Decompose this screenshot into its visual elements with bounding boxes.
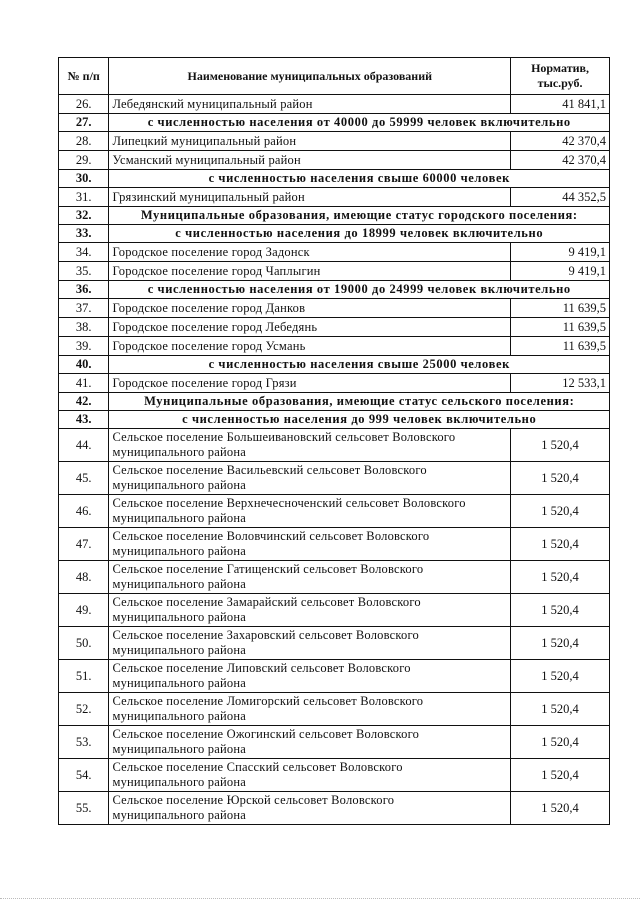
row-value: 1 520,4 bbox=[511, 462, 610, 495]
row-value: 1 520,4 bbox=[511, 528, 610, 561]
row-number: 29. bbox=[59, 151, 109, 170]
header-value bbox=[511, 58, 610, 95]
section-title: с численностью населения свыше 60000 человек bbox=[109, 170, 610, 188]
bottom-rule bbox=[0, 898, 640, 899]
row-name-line1: Сельское поселение Ожогинский сельсовет Воловского bbox=[112, 727, 420, 741]
row-name: Городское поселение город Данков bbox=[109, 299, 511, 318]
row-name: Лебедянский муниципальный район bbox=[109, 95, 511, 114]
row-number: 51. bbox=[59, 660, 109, 693]
section-row bbox=[59, 393, 610, 411]
row-name-line1: Сельское поселение Гатищенский сельсовет Воловского bbox=[112, 562, 424, 576]
header-value-line2: тыс.руб. bbox=[537, 76, 583, 90]
section-row bbox=[59, 356, 610, 374]
row-value: 1 520,4 bbox=[511, 429, 610, 462]
row-name-line1: Сельское поселение Большеивановский сельсовет Воловского bbox=[112, 430, 456, 444]
row-value: 41 841,1 bbox=[511, 95, 610, 114]
table-row bbox=[59, 528, 610, 561]
row-value: 11 639,5 bbox=[511, 299, 610, 318]
row-name-line1: Сельское поселение Верхнечесноченский сельсовет Воловского bbox=[112, 496, 466, 510]
table-row bbox=[59, 299, 610, 318]
row-name: Усманский муниципальный район bbox=[109, 151, 511, 170]
table-row bbox=[59, 95, 610, 114]
table-body bbox=[59, 95, 610, 825]
row-name bbox=[109, 759, 511, 792]
row-number: 39. bbox=[59, 337, 109, 356]
row-name: Городское поселение город Задонск bbox=[109, 243, 511, 262]
row-name: Грязинский муниципальный район bbox=[109, 188, 511, 207]
row-name-line2: муниципального района bbox=[112, 577, 246, 591]
row-value: 1 520,4 bbox=[511, 759, 610, 792]
row-value: 11 639,5 bbox=[511, 318, 610, 337]
table-row bbox=[59, 627, 610, 660]
section-title: Муниципальные образования, имеющие статус городского поселения: bbox=[109, 207, 610, 225]
table-row bbox=[59, 337, 610, 356]
row-number: 30. bbox=[59, 170, 109, 188]
row-number: 31. bbox=[59, 188, 109, 207]
row-name-line1: Сельское поселение Ломигорский сельсовет Воловского bbox=[112, 694, 424, 708]
row-name: Городское поселение город Лебедянь bbox=[109, 318, 511, 337]
row-name-line2: муниципального района bbox=[112, 610, 246, 624]
row-name: Городское поселение город Усмань bbox=[109, 337, 511, 356]
row-value: 1 520,4 bbox=[511, 495, 610, 528]
row-name-line1: Сельское поселение Васильевский сельсовет Воловского bbox=[112, 463, 427, 477]
row-name: Городское поселение город Чаплыгин bbox=[109, 262, 511, 281]
row-name-line1: Сельское поселение Замарайский сельсовет Воловского bbox=[112, 595, 421, 609]
header-value-line1: Норматив, bbox=[531, 61, 589, 75]
table-row bbox=[59, 262, 610, 281]
table-row bbox=[59, 561, 610, 594]
row-number: 42. bbox=[59, 393, 109, 411]
row-name-line1: Сельское поселение Липовский сельсовет Воловского bbox=[112, 661, 411, 675]
section-row bbox=[59, 225, 610, 243]
row-number: 32. bbox=[59, 207, 109, 225]
row-number: 27. bbox=[59, 114, 109, 132]
row-number: 38. bbox=[59, 318, 109, 337]
row-number: 36. bbox=[59, 281, 109, 299]
row-name-line1: Сельское поселение Юрской сельсовет Воловского bbox=[112, 793, 395, 807]
table-row bbox=[59, 151, 610, 170]
table-row bbox=[59, 726, 610, 759]
table-row bbox=[59, 243, 610, 262]
section-title: с численностью населения до 999 человек включительно bbox=[109, 411, 610, 429]
row-number: 52. bbox=[59, 693, 109, 726]
row-name-line2: муниципального района bbox=[112, 478, 246, 492]
row-name-line1: Сельское поселение Захаровский сельсовет Воловского bbox=[112, 628, 419, 642]
row-name-line2: муниципального района bbox=[112, 709, 246, 723]
table-row bbox=[59, 318, 610, 337]
row-name-line2: муниципального района bbox=[112, 511, 246, 525]
section-title: с численностью населения свыше 25000 человек bbox=[109, 356, 610, 374]
row-name bbox=[109, 693, 511, 726]
table-row bbox=[59, 792, 610, 825]
row-name bbox=[109, 627, 511, 660]
row-value: 1 520,4 bbox=[511, 594, 610, 627]
row-value: 42 370,4 bbox=[511, 151, 610, 170]
row-value: 1 520,4 bbox=[511, 660, 610, 693]
row-number: 34. bbox=[59, 243, 109, 262]
section-row bbox=[59, 170, 610, 188]
row-name bbox=[109, 462, 511, 495]
row-number: 49. bbox=[59, 594, 109, 627]
norms-table bbox=[58, 57, 610, 825]
row-name bbox=[109, 660, 511, 693]
table-row bbox=[59, 132, 610, 151]
row-number: 26. bbox=[59, 95, 109, 114]
row-number: 48. bbox=[59, 561, 109, 594]
row-name bbox=[109, 561, 511, 594]
row-number: 45. bbox=[59, 462, 109, 495]
section-row bbox=[59, 281, 610, 299]
row-value: 42 370,4 bbox=[511, 132, 610, 151]
row-value: 12 533,1 bbox=[511, 374, 610, 393]
row-name bbox=[109, 429, 511, 462]
table-row bbox=[59, 462, 610, 495]
header-name: Наименование муниципальных образований bbox=[109, 58, 511, 95]
row-value: 44 352,5 bbox=[511, 188, 610, 207]
section-title: с численностью населения от 19000 до 24999 человек включительно bbox=[109, 281, 610, 299]
row-name-line2: муниципального района bbox=[112, 445, 246, 459]
row-number: 54. bbox=[59, 759, 109, 792]
row-value: 9 419,1 bbox=[511, 243, 610, 262]
section-row bbox=[59, 114, 610, 132]
row-name-line1: Сельское поселение Воловчинский сельсовет Воловского bbox=[112, 529, 430, 543]
section-title: с численностью населения до 18999 человек включительно bbox=[109, 225, 610, 243]
row-value: 9 419,1 bbox=[511, 262, 610, 281]
row-number: 41. bbox=[59, 374, 109, 393]
table-row bbox=[59, 374, 610, 393]
row-value: 1 520,4 bbox=[511, 792, 610, 825]
row-name-line2: муниципального района bbox=[112, 676, 246, 690]
section-row bbox=[59, 207, 610, 225]
row-number: 35. bbox=[59, 262, 109, 281]
header-num: № п/п bbox=[59, 58, 109, 95]
row-name-line2: муниципального района bbox=[112, 643, 246, 657]
row-value: 1 520,4 bbox=[511, 693, 610, 726]
row-name bbox=[109, 594, 511, 627]
section-row bbox=[59, 411, 610, 429]
table-row bbox=[59, 429, 610, 462]
row-name-line2: муниципального района bbox=[112, 775, 246, 789]
table-row bbox=[59, 495, 610, 528]
row-value: 1 520,4 bbox=[511, 561, 610, 594]
row-value: 1 520,4 bbox=[511, 726, 610, 759]
table-row bbox=[59, 594, 610, 627]
row-number: 28. bbox=[59, 132, 109, 151]
table-header-row bbox=[59, 58, 610, 95]
row-number: 40. bbox=[59, 356, 109, 374]
row-name bbox=[109, 528, 511, 561]
section-title: с численностью населения от 40000 до 59999 человек включительно bbox=[109, 114, 610, 132]
row-name-line2: муниципального района bbox=[112, 742, 246, 756]
row-number: 33. bbox=[59, 225, 109, 243]
row-name-line2: муниципального района bbox=[112, 544, 246, 558]
row-name-line2: муниципального района bbox=[112, 808, 246, 822]
row-number: 46. bbox=[59, 495, 109, 528]
row-value: 11 639,5 bbox=[511, 337, 610, 356]
row-number: 37. bbox=[59, 299, 109, 318]
row-value: 1 520,4 bbox=[511, 627, 610, 660]
table-row bbox=[59, 759, 610, 792]
table-row bbox=[59, 660, 610, 693]
row-name bbox=[109, 792, 511, 825]
row-name: Городское поселение город Грязи bbox=[109, 374, 511, 393]
row-number: 50. bbox=[59, 627, 109, 660]
row-name: Липецкий муниципальный район bbox=[109, 132, 511, 151]
row-number: 53. bbox=[59, 726, 109, 759]
section-title: Муниципальные образования, имеющие статус сельского поселения: bbox=[109, 393, 610, 411]
row-name bbox=[109, 495, 511, 528]
row-number: 44. bbox=[59, 429, 109, 462]
row-name-line1: Сельское поселение Спасский сельсовет Воловского bbox=[112, 760, 403, 774]
row-number: 55. bbox=[59, 792, 109, 825]
table-row bbox=[59, 188, 610, 207]
table-row bbox=[59, 693, 610, 726]
row-number: 43. bbox=[59, 411, 109, 429]
row-number: 47. bbox=[59, 528, 109, 561]
row-name bbox=[109, 726, 511, 759]
